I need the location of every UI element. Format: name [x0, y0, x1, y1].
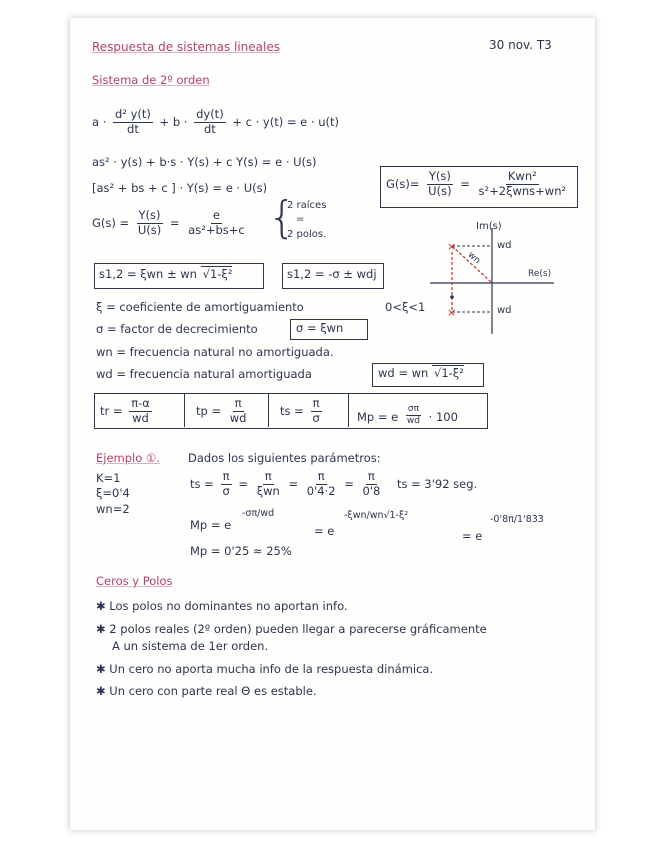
- note-2-cont: A un sistema de 1er orden.: [112, 639, 269, 653]
- brace: {: [268, 192, 296, 243]
- differential-equation: a · $\frac{\text{d² y(t)}}{dt}$ + b · $\frac{dy(t)}{dt}$ + c · y(t) = e · u(t): [92, 107, 339, 136]
- xi-range: 0<ξ<1: [385, 300, 426, 314]
- svg-text:×: ×: [447, 240, 457, 253]
- definition-wn: wn = frecuencia natural no amortiguada.: [96, 345, 334, 359]
- zeros-poles-heading: Ceros y Polos: [96, 574, 173, 588]
- definition-sigma: σ = factor de decrecimiento: [96, 322, 258, 336]
- param-k: K=1: [96, 471, 121, 485]
- note-3: ✱ Un cero no aporta mucha info de la respuesta dinámica.: [96, 662, 434, 676]
- real-axis-label: Re(s): [528, 269, 552, 279]
- page-title: Respuesta de sistemas lineales: [92, 40, 280, 54]
- param-wn: wn=2: [96, 502, 130, 516]
- rise-time-formula: tr = $\frac{\pi-\alpha}{wd}$: [100, 396, 150, 425]
- table-divider-1: [184, 393, 185, 427]
- brace-note-2: =: [296, 214, 305, 225]
- brace-note-1: 2 raíces: [287, 200, 327, 211]
- note-2: ✱ 2 polos reales (2º orden) pueden llegar a parecerse gráficamente: [96, 622, 487, 636]
- example-title: Ejemplo ①.: [96, 451, 160, 465]
- transfer-function-standard: G(s)= $\frac{Y(s)}{U(s)}$ = $\frac{\text{Kwn²}}{\text{s²+2ξwns+wn²}}$: [386, 169, 567, 198]
- pole-bottom-mark: [447, 306, 456, 319]
- table-divider-2: [268, 393, 269, 427]
- mp-exponent-2: -ξwn/wn√1-ξ²: [344, 510, 409, 521]
- wd-bottom-label: wd: [497, 305, 512, 316]
- example-ts-line: ts = $\frac{\pi}{\sigma}$ = $\frac{\pi}{\text{ξwn}}$ = $\frac{\pi}{0'4\cdot 2}$ = $\frac{\pi}{0'8}$ ts = 3'92 seg.: [190, 469, 478, 498]
- imag-axis-label: Im(s): [476, 221, 502, 232]
- svg-text:×: ×: [447, 306, 457, 319]
- settling-time-formula: ts = $\frac{\pi}{\sigma}$: [280, 396, 320, 425]
- page-date: 30 nov. T3: [489, 38, 552, 52]
- wd-top-label: wd: [497, 240, 512, 251]
- brace-note-3: 2 polos.: [287, 229, 327, 240]
- peak-time-formula: tp = $\frac{\pi}{wd}$: [196, 396, 247, 425]
- param-xi: ξ=0'4: [96, 486, 130, 500]
- transfer-function-generic: G(s) = $\frac{Y(s)}{U(s)}$ = $\frac{e}{\text{as²+bs+c}}$: [92, 208, 245, 237]
- section-heading: Sistema de 2º orden: [92, 73, 210, 87]
- mp-exponent-3: -0'8π/1'833: [490, 514, 544, 525]
- laplace-equation-2: [as² + bs + c ] · Y(s) = e · U(s): [92, 181, 268, 195]
- note-4: ✱ Un cero con parte real Θ es estable.: [96, 684, 317, 698]
- overshoot-formula: Mp = e $\frac{\sigma\pi}{wd}$ · 100: [357, 404, 458, 426]
- origin-dot: [450, 295, 454, 299]
- definition-xi: ξ = coeficiente de amortiguamiento: [96, 300, 304, 314]
- example-mp-result: Mp = 0'25 ≈ 25%: [190, 544, 292, 558]
- definition-wd: wd = frecuencia natural amortiguada: [96, 367, 312, 381]
- example-mp-line: Mp = e: [190, 518, 232, 532]
- wn-label: wn: [465, 250, 483, 267]
- pole-top-mark: [447, 240, 456, 253]
- note-1: ✱ Los polos no dominantes no aportan info.: [96, 599, 348, 613]
- laplace-equation-1: as² · y(s) + b·s · Y(s) + c Y(s) = e · U(s): [92, 155, 317, 169]
- wd-formula: wd = wn √1-ξ²: [378, 366, 464, 380]
- mp-equals-3: = e: [462, 529, 483, 543]
- sigma-formula: σ = ξwn: [296, 321, 344, 335]
- poles-formula-1: s1,2 = ξwn ± wn √1-ξ²: [99, 267, 233, 281]
- table-divider-3: [348, 393, 349, 427]
- example-description: Dados los siguientes parámetros:: [188, 451, 381, 465]
- mp-equals-2: = e: [314, 524, 335, 538]
- poles-formula-2: s1,2 = -σ ± wdj: [287, 267, 377, 281]
- mp-exponent-1: -σπ/wd: [242, 508, 275, 519]
